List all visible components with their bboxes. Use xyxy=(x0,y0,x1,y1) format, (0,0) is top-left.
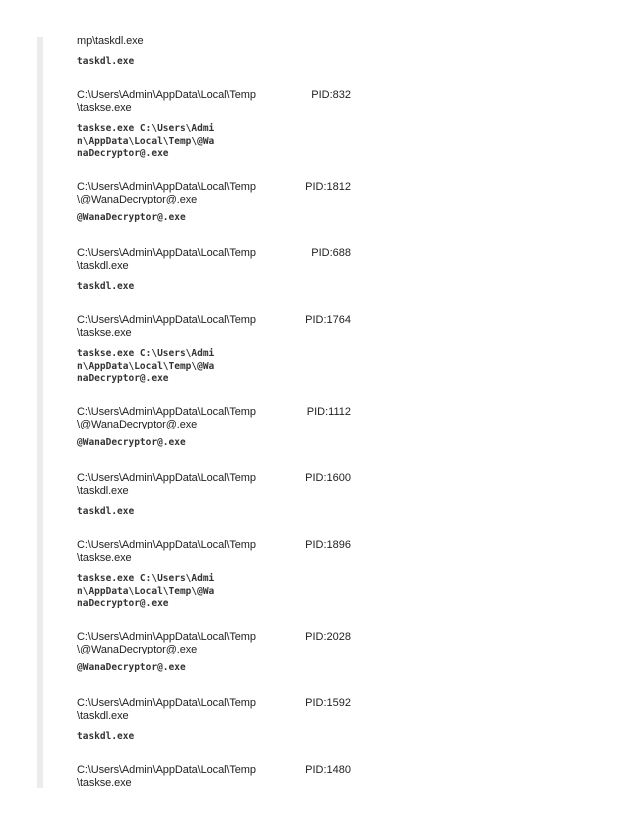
process-path-row xyxy=(77,181,351,204)
process-command: taskse.exe C:\Users\Admi n\AppData\Local\Temp\@Wa naDecryptor@.exe xyxy=(77,348,215,385)
process-pid: PID:1812 xyxy=(305,181,351,193)
process-entry xyxy=(77,472,351,519)
process-entry xyxy=(77,764,351,790)
process-path-row xyxy=(77,697,351,723)
process-path: C:\Users\Admin\AppData\Local\Temp\taskse.exe xyxy=(77,314,256,339)
process-path-row xyxy=(77,314,351,340)
process-entry xyxy=(77,697,351,744)
process-path-tail: mp\taskdl.exe xyxy=(77,35,144,47)
process-command: taskse.exe C:\Users\Admi n\AppData\Local\Temp\@Wa naDecryptor@.exe xyxy=(77,123,215,160)
process-command: @WanaDecryptor@.exe xyxy=(77,662,186,673)
process-entry xyxy=(77,314,351,386)
process-path: C:\Users\Admin\AppData\Local\Temp\@WanaDecryptor@.exe xyxy=(77,181,256,204)
process-path: C:\Users\Admin\AppData\Local\Temp\taskdl.exe xyxy=(77,697,256,722)
process-pid: PID:1592 xyxy=(305,697,351,709)
process-entry xyxy=(77,181,351,225)
process-path-row xyxy=(77,631,351,654)
process-path: C:\Users\Admin\AppData\Local\Temp\taskdl.exe xyxy=(77,472,256,497)
process-path-row xyxy=(77,539,351,565)
process-path-row xyxy=(77,764,351,790)
process-entry xyxy=(77,539,351,611)
left-border-rule xyxy=(37,37,43,788)
process-path: C:\Users\Admin\AppData\Local\Temp\@WanaDecryptor@.exe xyxy=(77,406,256,429)
process-command: taskdl.exe xyxy=(77,281,135,292)
process-path-row xyxy=(77,89,351,115)
process-pid: PID:1764 xyxy=(305,314,351,326)
process-entry xyxy=(77,247,351,294)
process-pid: PID:1480 xyxy=(305,764,351,776)
process-command: @WanaDecryptor@.exe xyxy=(77,212,186,223)
process-path: C:\Users\Admin\AppData\Local\Temp\taskse.exe xyxy=(77,764,256,789)
process-path-row xyxy=(77,247,351,273)
process-pid: PID:832 xyxy=(311,89,351,101)
process-command: taskdl.exe xyxy=(77,731,135,742)
process-command: @WanaDecryptor@.exe xyxy=(77,437,186,448)
process-pid: PID:1896 xyxy=(305,539,351,551)
process-command: taskdl.exe xyxy=(77,506,135,517)
process-path-row xyxy=(77,406,351,429)
process-entry xyxy=(77,631,351,675)
process-path: C:\Users\Admin\AppData\Local\Temp\@WanaDecryptor@.exe xyxy=(77,631,256,654)
process-path: C:\Users\Admin\AppData\Local\Temp\taskse.exe xyxy=(77,539,256,564)
process-pid: PID:2028 xyxy=(305,631,351,643)
process-pid: PID:1112 xyxy=(306,406,351,418)
process-command: taskse.exe C:\Users\Admi n\AppData\Local\Temp\@Wa naDecryptor@.exe xyxy=(77,573,215,610)
process-path-row xyxy=(77,472,351,498)
process-command: taskdl.exe xyxy=(77,56,135,67)
process-entry xyxy=(77,406,351,450)
process-entry-partial xyxy=(77,35,351,69)
process-pid: PID:1600 xyxy=(305,472,351,484)
process-path: C:\Users\Admin\AppData\Local\Temp\taskdl.exe xyxy=(77,247,256,272)
process-path: C:\Users\Admin\AppData\Local\Temp\taskse.exe xyxy=(77,89,256,114)
process-pid: PID:688 xyxy=(311,247,351,259)
process-entry xyxy=(77,89,351,161)
